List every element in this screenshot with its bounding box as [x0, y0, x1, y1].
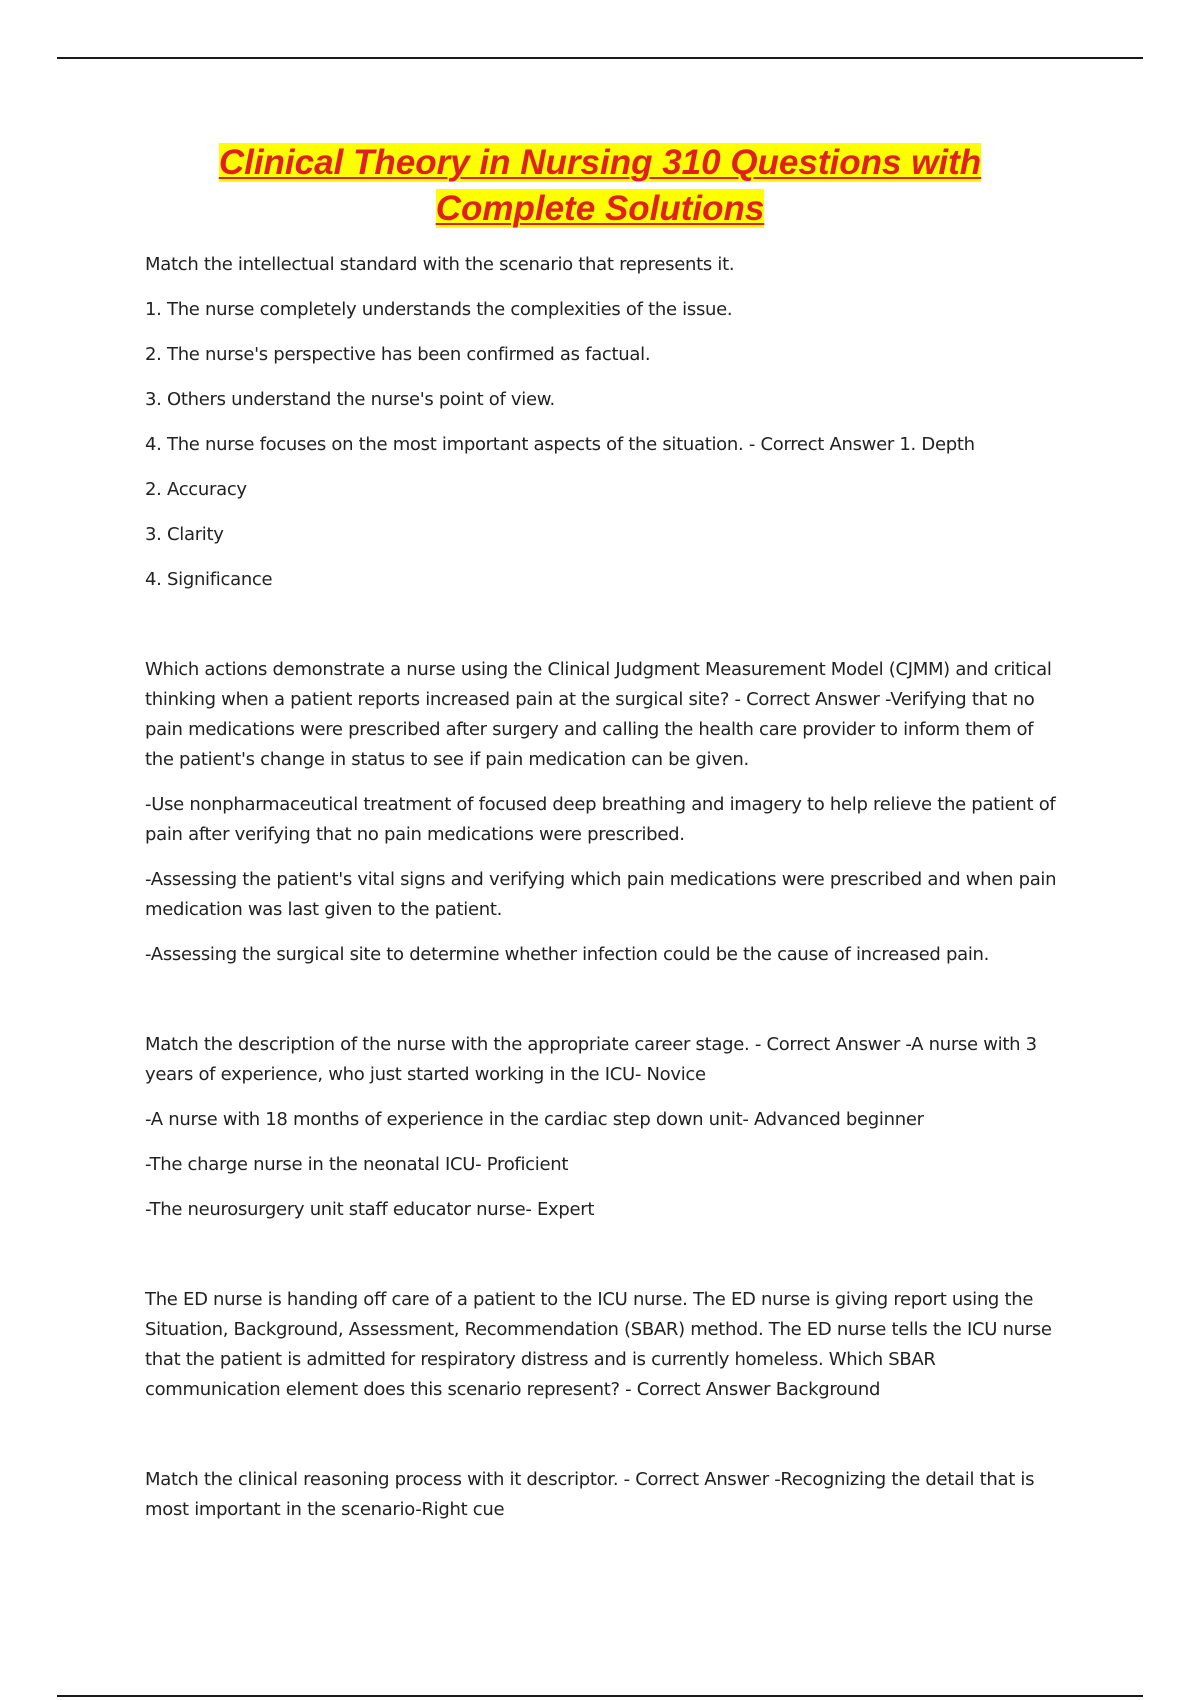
question-1-item-3: 3. Others understand the nurse's point of view.: [145, 389, 555, 410]
document-body: [145, 250, 1065, 1540]
question-block-3: [145, 1030, 1065, 1225]
page-bottom-rule: [57, 1695, 1143, 1697]
document-title: [100, 140, 1100, 232]
question-1-answer-3: 3. Clarity: [145, 524, 224, 545]
page-top-rule: [57, 57, 1143, 59]
question-gap: [145, 1240, 1065, 1285]
question-4-prompt-answer: The ED nurse is handing off care of a patient to the ICU nurse. The ED nurse is giving report using the Situation, Background, Assessment, Recommendation (SBAR) method. The ED nurse tells the ICU nurse that the patient is admitted for respiratory distress and is currently homeless. Which SBAR communication element does this scenario represent? - Correct Answer Background: [145, 1289, 1052, 1400]
question-3-answer-4: -The neurosurgery unit staff educator nurse- Expert: [145, 1199, 595, 1220]
question-3-answer-3: -The charge nurse in the neonatal ICU- Proficient: [145, 1154, 569, 1175]
question-3-prompt-answer: Match the description of the nurse with the appropriate career stage. - Correct Answer -A nurse with 3 years of experience, who just started working in the ICU- Novice: [145, 1034, 1037, 1085]
question-block-4: [145, 1285, 1065, 1405]
question-block-1: [145, 250, 1065, 595]
question-block-5: [145, 1465, 1065, 1525]
question-1-item-4-answer: 4. The nurse focuses on the most important aspects of the situation. - Correct Answer 1. Depth: [145, 434, 975, 455]
question-1-item-1: 1. The nurse completely understands the complexities of the issue.: [145, 299, 733, 320]
question-2-prompt-answer: Which actions demonstrate a nurse using the Clinical Judgment Measurement Model (CJMM) and critical thinking when a patient reports increased pain at the surgical site? - Correct Answer -Verifying that no pain medications were prescribed after surgery and calling the health care provider to inform them of the patient's change in status to see if pain medication can be given.: [145, 659, 1052, 770]
question-2-option-3: -Assessing the surgical site to determine whether infection could be the cause of increased pain.: [145, 944, 990, 965]
question-2-option-1: -Use nonpharmaceutical treatment of focused deep breathing and imagery to help relieve the patient of pain after verifying that no pain medications were prescribed.: [145, 794, 1056, 845]
question-1-item-2: 2. The nurse's perspective has been confirmed as factual.: [145, 344, 651, 365]
question-2-option-2: -Assessing the patient's vital signs and verifying which pain medications were prescribed and when pain medication was last given to the patient.: [145, 869, 1057, 920]
title-line-2: Complete Solutions: [435, 189, 765, 228]
question-gap: [145, 610, 1065, 655]
question-3-answer-2: -A nurse with 18 months of experience in the cardiac step down unit- Advanced beginner: [145, 1109, 924, 1130]
question-1-prompt: Match the intellectual standard with the scenario that represents it.: [145, 254, 735, 275]
question-1-answer-4: 4. Significance: [145, 569, 273, 590]
question-gap: [145, 985, 1065, 1030]
question-gap: [145, 1420, 1065, 1465]
question-5-prompt-answer: Match the clinical reasoning process with it descriptor. - Correct Answer -Recognizing the detail that is most important in the scenario-Right cue: [145, 1469, 1035, 1520]
question-1-answer-2: 2. Accuracy: [145, 479, 247, 500]
title-line-1: Clinical Theory in Nursing 310 Questions with: [218, 143, 982, 182]
question-block-2: [145, 655, 1065, 970]
